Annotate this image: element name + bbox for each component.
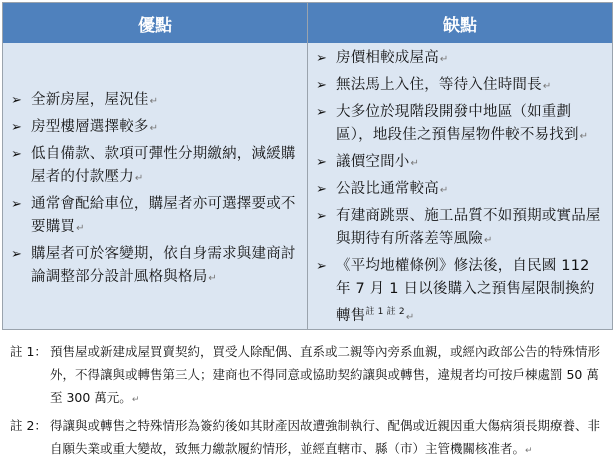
arrow-bullet-icon: ➢ (11, 247, 23, 262)
footnote-label: 註 2： (10, 418, 47, 433)
pros-list (11, 89, 301, 290)
pros-item: ➢ 低自備款、款項可彈性分期繳納，減緩購屋者的付款壓力↵ (11, 143, 301, 190)
paragraph-mark-icon: ↵ (208, 273, 217, 284)
pros-item: ➢ 通常會配給車位，購屋者亦可選擇要或不要購買↵ (11, 193, 301, 240)
footnotes (10, 340, 610, 465)
paragraph-mark-icon: ↵ (484, 235, 493, 246)
arrow-bullet-icon: ➢ (11, 93, 23, 108)
paragraph-mark-icon: ↵ (525, 446, 533, 456)
footnote-1 (10, 340, 610, 412)
arrow-bullet-icon: ➢ (316, 259, 328, 274)
paragraph-mark-icon: ↵ (134, 173, 144, 184)
arrow-bullet-icon: ➢ (11, 120, 23, 135)
arrow-bullet-icon: ➢ (316, 155, 328, 170)
paragraph-mark-icon: ↵ (439, 185, 449, 196)
footnote-text: 得讓與或轉售之特殊情形為簽約後如其財產因故遭強制執行、配偶或近親因重大傷病須長期療養、非自願失業或重大變故，致無力繳款履約情形，並經直轄市、縣（市）主管機關核准者。 (50, 418, 601, 456)
paragraph-mark-icon: ↵ (542, 81, 552, 92)
arrow-bullet-icon: ➢ (11, 147, 23, 162)
arrow-bullet-icon: ➢ (316, 78, 328, 93)
cons-item: ➢ 公設比通常較高↵ (316, 178, 606, 202)
arrow-bullet-icon: ➢ (316, 182, 328, 197)
footnote-reference: 註 1 註 2 (365, 307, 405, 317)
paragraph-mark-icon: ↵ (405, 311, 415, 323)
cons-header: 缺點 (308, 3, 612, 43)
cons-item: ➢ 有建商跳票、施工品質不如預期或實品屋與期待有所落差等風險↵ (316, 205, 606, 252)
paragraph-mark-icon: ↵ (76, 223, 85, 234)
cons-item: ➢ 無法馬上入住，等待入住時間長↵ (316, 74, 606, 98)
cons-item: ➢ 《平均地權條例》修法後，自民國 112 年 7 月 1 日以後購入之預售屋限制換約轉售$^{註 1 註 2}$↵ (316, 255, 606, 329)
cons-cell (308, 43, 612, 329)
arrow-bullet-icon: ➢ (316, 51, 328, 66)
arrow-bullet-icon: ➢ (316, 209, 328, 224)
footnote-label: 註 1： (10, 344, 47, 359)
cons-list (316, 47, 606, 329)
pros-item: ➢ 房型樓層選擇較多↵ (11, 116, 301, 140)
cons-item: ➢ 大多位於現階段開發中地區（如重劃區），地段佳之預售屋物件較不易找到↵ (316, 101, 606, 148)
pros-item: ➢ 購屋者可於客變期，依自身需求與建商討論調整部分設計風格與格局↵ (11, 243, 301, 290)
arrow-bullet-icon: ➢ (11, 197, 23, 212)
footnote-text: 預售屋或新建成屋買賣契約，買受人除配偶、直系或二親等內旁系血親，或經內政部公告的特殊情形外，不得讓與或轉售第三人；建商也不得同意或協助契約讓與或轉售，違規者均可按戶棟處罰 50 萬至 300 萬元。 (50, 344, 601, 405)
arrow-bullet-icon: ➢ (316, 105, 328, 120)
paragraph-mark-icon: ↵ (439, 54, 449, 65)
cons-item: ➢ 房價相較成屋高↵ (316, 47, 606, 71)
paragraph-mark-icon: ↵ (131, 395, 140, 405)
pros-item: ➢ 全新房屋，屋況佳↵ (11, 89, 301, 113)
paragraph-mark-icon: ↵ (410, 158, 420, 169)
paragraph-mark-icon: ↵ (149, 96, 159, 107)
pros-cell (3, 43, 307, 329)
cons-item: ➢ 議價空間小↵ (316, 151, 606, 175)
footnote-2 (10, 414, 610, 463)
paragraph-mark-icon: ↵ (579, 131, 589, 142)
pros-header: 優點 (3, 3, 307, 43)
paragraph-mark-icon: ↵ (149, 123, 159, 134)
pros-cons-table (2, 2, 613, 330)
